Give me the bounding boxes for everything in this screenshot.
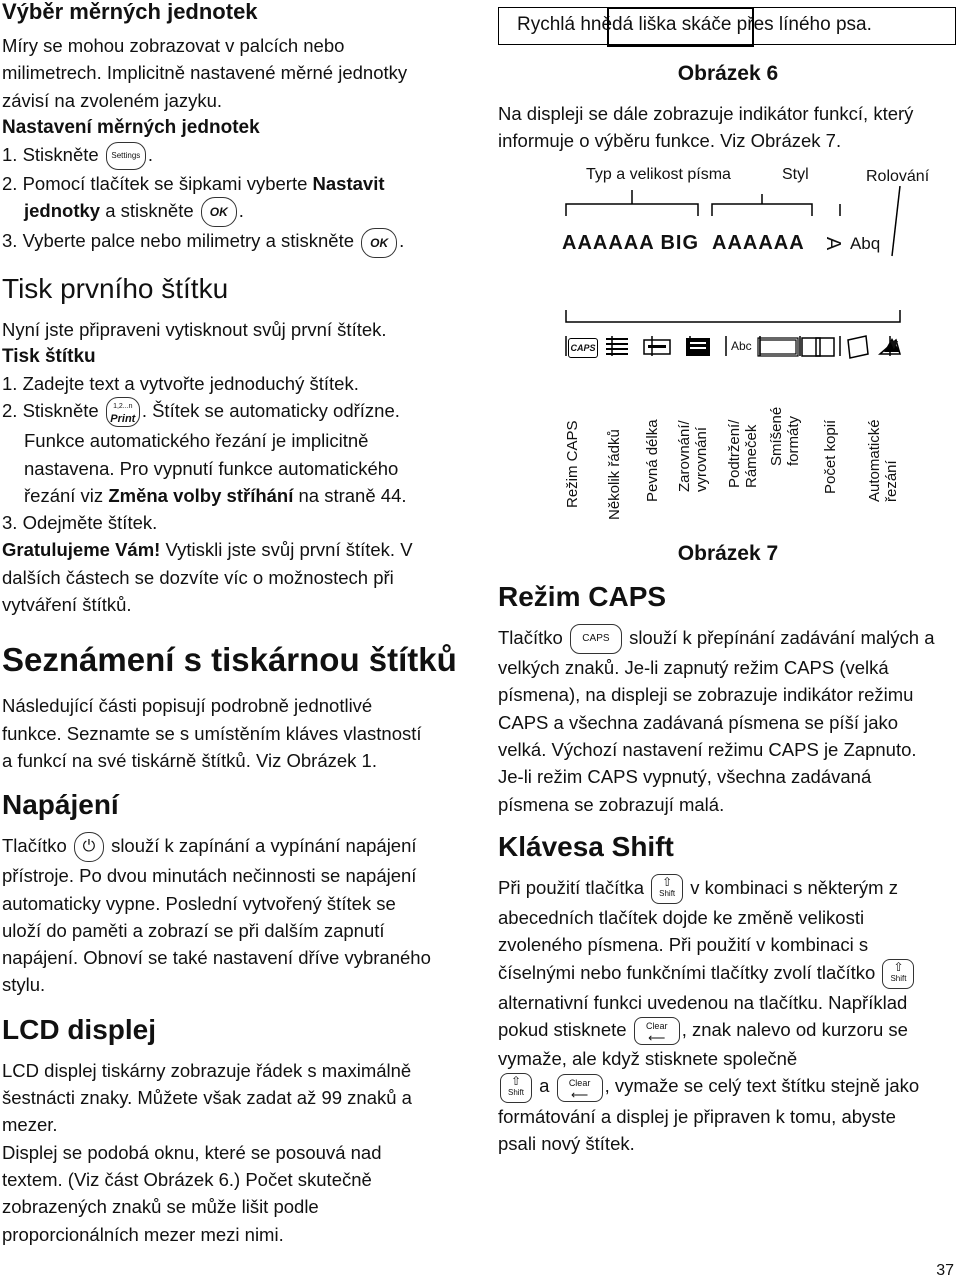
shift-line-7: ⇧ Shift a Clear ⟵ , vymaže se celý text štítku stejně jako [498,1072,960,1102]
label-font-type: Typ a velikost písma [586,166,731,183]
shift-line-0: Při použití tlačítka ⇧ Shift v kombinaci s některým z [498,874,960,904]
shift-line-5: pokud stisknete Clear ⟵ , znak nalevo od kurzoru se [498,1019,908,1046]
units-intro-2: milimetrech. Implicitně nastavené měrné jednotky [2,62,408,84]
congrats-line-1: dalších částech se dozvíte víc o možnostech při [2,566,394,588]
figure-7-caption: Obrázek 7 [677,542,779,565]
power-line-5: stylu. [2,974,46,996]
caps-line-0: Tlačítko CAPS slouží k přepínání zadávání malých a [498,624,960,654]
clear-key-icon: Clear ⟵ [557,1074,603,1102]
label-multi-line: Několik řádků [606,429,623,520]
lcd-sample-text: Rychlá hnědá liška skáče přes líného psa. [517,14,872,35]
label-fixed-length: Pevná délka [644,419,661,502]
print-step-2-line-1: Funkce automatického řezání je implicitně [24,430,369,452]
power-line-1: přístroje. Po dvou minutách nečinnosti se napájení [2,865,417,887]
feature-icons [604,334,904,360]
lcd-line-3: mezer. [2,1114,58,1136]
lcd-line-7: proporcionálních mezer mezi nimi. [2,1223,284,1245]
caps-line-2: písmena), na displeji se zobrazuje indikátor režimu [498,684,914,706]
print-step-3: 3. Odejměte štítek. [2,512,158,534]
shift-line-2: zvoleného písmena. Při použití v kombinaci s [498,934,869,956]
caps-line-4: velká. Výchozí nastavení režimu CAPS je Zapnuto. [498,739,917,760]
print-step-1: 1. Zadejte text a vytvořte jednoduchý štítek. [2,372,359,394]
figure-6-text [498,100,958,155]
lcd-line-4: Displej se podobá oknu, které se posouvá nad [2,1141,382,1163]
caps-title: Režim CAPS [498,581,667,612]
fig6-text-1: Na displeji se dále zobrazuje indikátor funkcí, který [498,103,914,124]
print-step-2-line-2: nastavena. Pro vypnutí funkce automatického [24,457,399,479]
first-label-title: Tisk prvního štítku [2,272,229,304]
shift-key-icon: ⇧ Shift [500,1073,532,1103]
label-caps-mode: Režim CAPS [564,420,581,508]
triangle-indicator-icon: ▼ [887,336,901,352]
power-line-3: uloží do paměti a zobrazí se při dalším zapnutí [2,919,385,941]
shift-line-9: psali nový štítek. [498,1132,635,1154]
shift-line-3: číselnými nebo funkčními tlačítky zvolí tlačítko ⇧ Shift [498,959,960,989]
caps-line-6: písmena se zobrazují malá. [498,793,725,815]
print-step-2-ref: řezání viz Změna volby stříhání na straně 44. [24,484,407,506]
fig6-text-2: informuje o výběru funkce. Viz Obrázek 7. [498,130,842,152]
intro-line-1: Následující části popisují podrobně jednotlivé [2,695,373,717]
units-step-2-cont: jednotky a stiskněte OK . [2,197,472,227]
lcd-window [498,7,956,45]
caps-line-5: Je-li režim CAPS vypnutý, všechna zadávaná [498,766,872,788]
label-alignment: Zarovnání/ vyrovnání [676,420,710,492]
label-mixed-formats: Smíšené formáty [768,406,802,466]
units-intro-3: závisí na zvoleném jazyku. [2,89,223,111]
page-number: 37 [936,1262,954,1279]
rotate-indicator: A [822,236,845,251]
lcd-line-1: LCD displej tiskárny zobrazuje řádek s maximálně [2,1059,412,1081]
lcd-title: LCD displej [2,1013,157,1045]
ok-key-icon: OK [361,228,397,258]
label-style: Styl [782,166,809,183]
figure-6-caption: Obrázek 6 [677,62,779,85]
units-intro-1: Míry se mohou zobrazovat v palcích nebo [2,35,345,56]
units-setting-heading: Nastavení měrných jednotek [2,116,260,138]
caps-indicator-icon: CAPS [568,338,598,358]
units-title: Výběr měrných jednotek [2,0,258,24]
shift-title: Klávesa Shift [498,830,674,862]
lcd-visible-window [607,7,754,47]
intro-title: Seznámení s tiskárnou štítků [2,641,457,679]
shift-key-icon: ⇧ Shift [882,959,914,989]
font-size-indicator: AAAAAA BIG [562,232,700,254]
right-text [498,580,960,1157]
power-line-4: napájení. Obnoví se také nastavení dříve vybraného [2,947,431,969]
lcd-line-6: zobrazených znaků se může lišit podle [2,1196,319,1218]
shift-line-4: alternativní funkci uvedenou na tlačítku. Například [498,991,908,1013]
style-indicator: AAAAAA [712,232,805,254]
mirror-indicator: pdA [850,234,881,253]
congrats: Gratulujeme Vám! Vytiskli jste svůj první štítek. V [2,539,413,561]
print-key-icon: 1,2...n Print [106,397,140,427]
units-step-1: 1. Stiskněte Settings . [2,141,472,170]
power-icon: ⏻ [74,832,104,862]
left-column [2,0,472,1248]
shift-key-icon: ⇧ Shift [651,874,683,904]
shift-line-6: vymaže, ale když stisknete společně [498,1048,798,1070]
power-line-2: automaticky vypne. Poslední vytvořený štítek se [2,892,396,914]
label-underline-box: Podtržení/ Rámeček [726,419,760,488]
power-title: Napájení [2,789,119,821]
label-auto-cut: Automatické řezání [866,419,900,502]
caps-key-icon: CAPS [570,624,622,654]
caps-line-3: CAPS a všechna zadávaná písmena se píší jako [498,711,899,733]
shift-line-1: abecedních tlačítek dojde ke změně velikosti [498,907,865,928]
units-step-2: 2. Pomocí tlačítek se šipkami vyberte Nastavit [2,173,385,194]
shift-line-8: formátování a displej je připraven k tomu, abyste [498,1105,896,1127]
print-heading: Tisk štítku [2,345,96,367]
settings-key-icon: Settings [106,142,146,170]
clear-key-icon: Clear ⟵ [634,1017,680,1045]
ok-key-icon: OK [201,197,237,227]
first-label-intro: Nyní jste připraveni vytisknout svůj první štítek. [2,318,387,340]
caps-line-1: velkých znaků. Je-li zapnutý režim CAPS (velká [498,657,889,679]
power-line-0: Tlačítko ⏻ slouží k zapínání a vypínání napájení [2,832,472,862]
label-copies: Počet kopií [822,419,839,494]
lcd-line-5: textem. (Viz část Obrázek 6.) Počet skutečně [2,1168,372,1190]
intro-line-2: funkce. Seznamte se s umístěním kláves vlastností [2,722,422,744]
label-scroll: Rolování [866,168,930,185]
units-step-3: 3. Vyberte palce nebo milimetry a stiskněte OK . [2,227,472,257]
abc-indicator-icon: Abc [731,339,752,353]
lcd-line-2: šestnácti znaky. Můžete však zadat až 99 znaků a [2,1087,412,1109]
print-step-2: 2. Stiskněte 1,2...n Print . Štítek se automaticky odřízne. [2,397,472,427]
intro-line-3: a funkcí na své tiskárně štítků. Viz Obrázek 1. [2,749,377,771]
congrats-line-2: vytváření štítků. [2,594,132,615]
